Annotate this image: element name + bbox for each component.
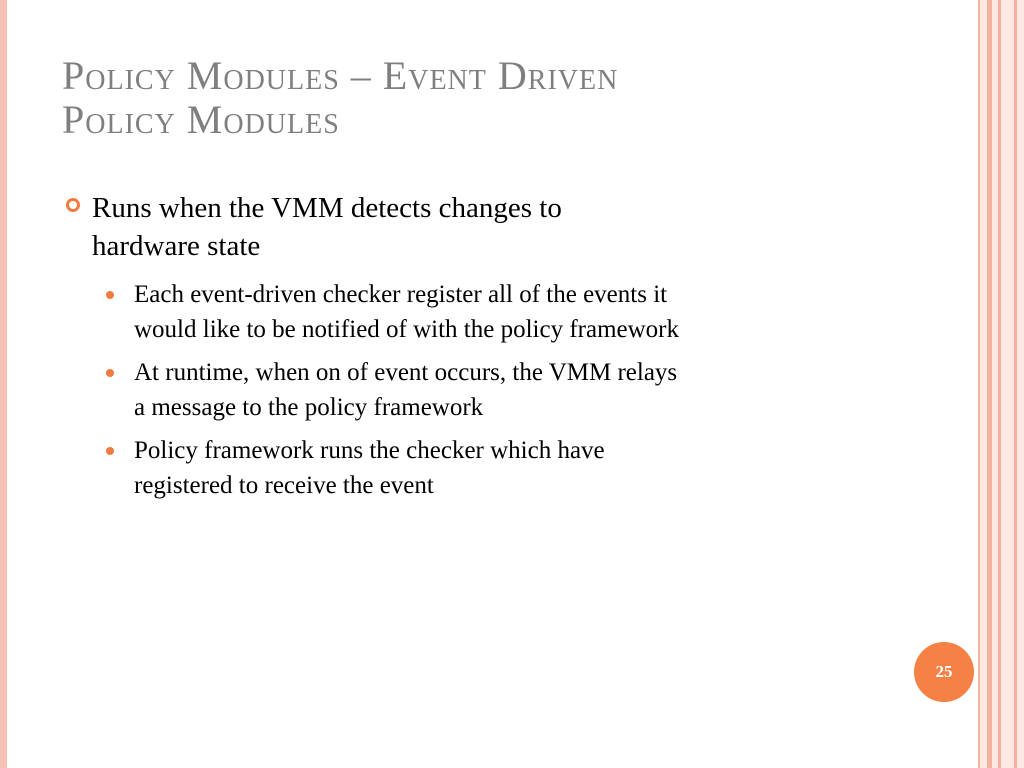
- sub-bullet-line: Each event-driven checker register all of the events it: [134, 281, 668, 308]
- sub-bullet-item: [134, 433, 894, 503]
- slide-title: [62, 54, 942, 142]
- right-frame-stripe: [1014, 0, 1017, 768]
- sub-bullet-line: registered to receive the event: [134, 472, 434, 499]
- right-frame-panel: [978, 0, 1024, 768]
- sub-bullet-line: would like to be notified of with the policy framework: [134, 316, 680, 343]
- sub-bullet-line: At runtime, when on of event occurs, the VMM relays: [134, 359, 678, 386]
- right-frame-stripe: [987, 0, 992, 768]
- bullet-main-line: Runs when the VMM detects changes to: [92, 192, 562, 224]
- right-frame-stripe: [998, 0, 1001, 768]
- dot-bullet-icon: [106, 447, 114, 455]
- ring-bullet-icon: [66, 198, 80, 212]
- sub-bullet-item: [134, 277, 894, 347]
- sub-bullet-line: Policy framework runs the checker which have: [134, 437, 605, 464]
- page-number-badge: 25: [914, 642, 974, 702]
- right-frame-stripe: [978, 0, 980, 768]
- sub-bullet-item: [134, 355, 894, 425]
- bullet-main-line: hardware state: [92, 230, 261, 262]
- slide-title-line: Policy Modules: [62, 97, 340, 142]
- bullet-main: [92, 189, 792, 265]
- dot-bullet-icon: [106, 369, 114, 377]
- slide-title-line: Policy Modules – Event Driven: [62, 53, 619, 98]
- sub-bullet-line: a message to the policy framework: [134, 394, 484, 421]
- left-frame-border: [0, 0, 7, 768]
- dot-bullet-icon: [106, 291, 114, 299]
